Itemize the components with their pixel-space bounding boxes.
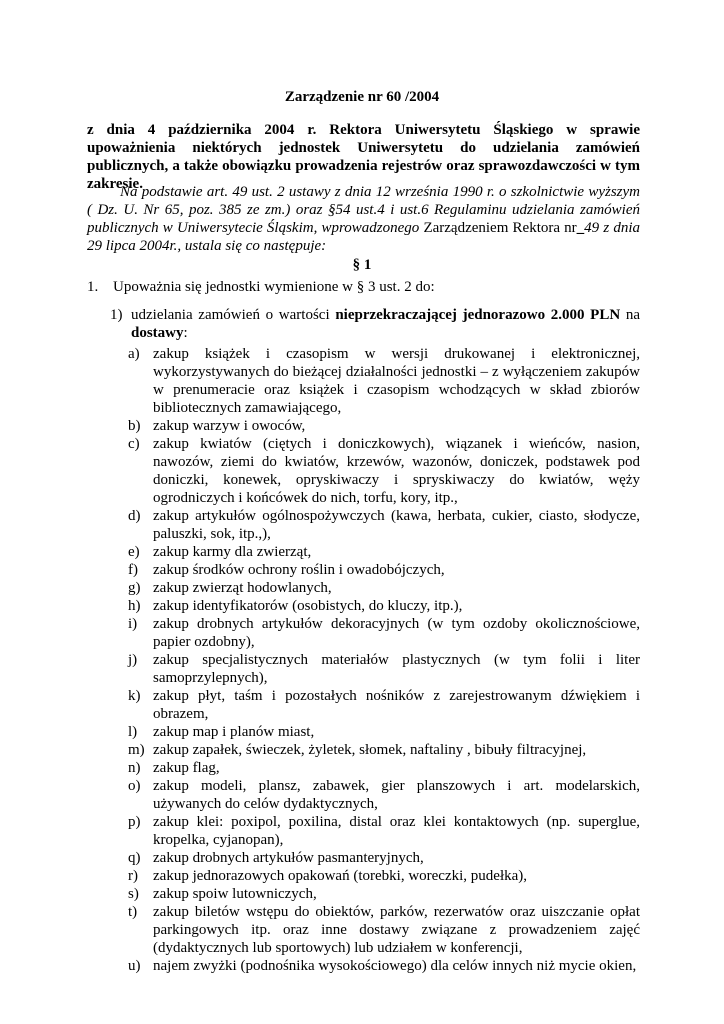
list-item <box>128 867 640 885</box>
list-item-letter: j) <box>128 652 138 668</box>
list-item <box>128 615 640 651</box>
list-item-text: zakup płyt, taśm i pozostałych nośników z zarejestrowanym dźwiękiem i obrazem, <box>153 688 640 722</box>
list-item <box>128 903 640 957</box>
list-item-text: zakup drobnych artykułów dekoracyjnych (w tym ozdoby okolicznościowe, papier ozdobny), <box>153 616 640 650</box>
list-item <box>128 723 640 741</box>
subpoint-1-number: 1) <box>110 307 123 323</box>
list-item <box>128 849 640 867</box>
list-item-letter: e) <box>128 544 140 560</box>
section-heading: § 1 <box>352 257 372 273</box>
purchase-items-list <box>128 345 640 975</box>
list-item-letter: m) <box>128 742 145 758</box>
list-item-letter: t) <box>128 904 138 920</box>
document-subject: z dnia 4 października 2004 r. Rektora Uniwersytetu Śląskiego w sprawie upoważnienia niektórych jednostek Uniwersytetu do udzielania zamówień publicznych, a także obowiązku prowadzenia rejestrów oraz sprawozdawczości w tym zakresie. <box>87 122 640 192</box>
preamble-date: 49 z dnia 29 lipca 2004r., ustala się co następuje: <box>87 220 640 254</box>
point-1-number: 1. <box>87 279 99 295</box>
list-item-letter: u) <box>128 958 141 974</box>
list-item-letter: l) <box>128 724 138 740</box>
list-item <box>128 777 640 813</box>
list-item <box>128 579 640 597</box>
subpoint-1-text <box>131 306 640 342</box>
list-item-letter: h) <box>128 598 141 614</box>
list-item-text: zakup karmy dla zwierząt, <box>153 544 312 560</box>
list-item <box>128 813 640 849</box>
preamble-underscore: _ <box>576 220 585 236</box>
list-item <box>128 435 640 507</box>
subpoint-1 <box>110 306 640 342</box>
list-item-text: zakup biletów wstępu do obiektów, parków, rezerwatów oraz uiszczanie opłat parkingowych itp. oraz inne dostawy związane z prowadzeniem zajęć (dydaktycznych lub sportowych) lub udziałem w konferencji, <box>153 904 640 956</box>
subpoint-1-value-limit: nieprzekraczającej jednorazowo 2.000 PLN <box>335 307 621 323</box>
list-item <box>128 957 640 975</box>
list-item-text: zakup modeli, plansz, zabawek, gier planszowych i art. modelarskich, używanych do celów dydaktycznych, <box>153 778 640 812</box>
list-item <box>128 759 640 777</box>
list-item-letter: i) <box>128 616 138 632</box>
list-item-text: zakup flag, <box>153 760 220 776</box>
list-item <box>128 417 640 435</box>
list-item-letter: s) <box>128 886 139 902</box>
list-item-letter: k) <box>128 688 141 704</box>
point-1 <box>87 278 640 296</box>
list-item-text: zakup książek i czasopism w wersji drukowanej i elektronicznej, wykorzystywanych do bieżącej działalności jednostki – z wyłączeniem zakupów w prenumeracie oraz książek i czasopism wchodzących w skład zbiorów bibliotecznych zamawiającego, <box>153 346 640 416</box>
list-item <box>128 741 640 759</box>
preamble-ordinance-ref: Zarządzeniem Rektora nr <box>423 220 577 236</box>
list-item <box>128 543 640 561</box>
list-item-letter: r) <box>128 868 138 884</box>
list-item-text: zakup jednorazowych opakowań (torebki, woreczki, pudełka), <box>153 868 528 884</box>
list-item-letter: a) <box>128 346 140 362</box>
list-item-letter: q) <box>128 850 141 866</box>
preamble-legal-basis: Na podstawie art. 49 ust. 2 ustawy z dnia 12 września 1990 r. o szkolnictwie wyższym ( Dz. U. Nr 65, poz. 385 ze zm.) oraz §54 ust.4 i ust.6 Regulaminu udzielania zamówień publicznych w Uniwersytecie Śląskim, wprowadzonego <box>87 184 640 236</box>
list-item <box>128 687 640 723</box>
list-item-letter: f) <box>128 562 138 578</box>
list-item-text: najem zwyżki (podnośnika wysokościowego) dla celów innych niż mycie okien, <box>153 958 637 974</box>
point-1-text: Upoważnia się jednostki wymienione w § 3 ust. 2 do: <box>113 279 435 295</box>
list-item-text: zakup artykułów ogólnospożywczych (kawa, herbata, cukier, ciasto, słodycze, paluszki, sok, itp.,), <box>153 508 640 542</box>
list-item-text: zakup zapałek, świeczek, żyletek, słomek, naftaliny , bibuły filtracyjnej, <box>153 742 587 758</box>
list-item <box>128 597 640 615</box>
list-item-text: zakup drobnych artykułów pasmanteryjnych, <box>153 850 424 866</box>
list-item-letter: o) <box>128 778 141 794</box>
subpoint-1-text-mid: na <box>625 307 641 323</box>
list-item-letter: b) <box>128 418 141 434</box>
list-item <box>128 345 640 417</box>
list-item-text: zakup środków ochrony roślin i owadobójczych, <box>153 562 445 578</box>
list-item-text: zakup spoiw lutowniczych, <box>153 886 317 902</box>
list-item-text: zakup identyfikatorów (osobistych, do kluczy, itp.), <box>153 598 463 614</box>
list-item-text: zakup klei: poxipol, poxilina, distal oraz klei kontaktowych (np. superglue, kropelka, cyjanopan), <box>153 814 640 848</box>
list-item-letter: d) <box>128 508 141 524</box>
subpoint-1-category: dostawy <box>131 325 184 341</box>
list-item <box>128 561 640 579</box>
list-item <box>128 507 640 543</box>
list-item-text: zakup zwierząt hodowlanych, <box>153 580 332 596</box>
list-item-text: zakup kwiatów (ciętych i doniczkowych), wiązanek i wieńców, nasion, nawozów, ziemi do kwiatów, krzewów, wazonów, doniczek, podstawek pod doniczki, konewek, opryskiwaczy i spryskiwaczy do kwiatów, węży ogrodniczych i końcówek do nich, torfu, kory, itp., <box>153 436 640 506</box>
list-item-letter: g) <box>128 580 141 596</box>
list-item-text: zakup specjalistycznych materiałów plastycznych (w tym folii i liter samoprzylepnych), <box>153 652 640 686</box>
subpoint-1-text-before: udzielania zamówień o wartości <box>131 307 330 323</box>
list-item <box>128 651 640 687</box>
list-item-text: zakup warzyw i owoców, <box>153 418 306 434</box>
list-item-letter: n) <box>128 760 141 776</box>
preamble <box>87 183 640 255</box>
document-title: Zarządzenie nr 60 /2004 <box>284 89 440 105</box>
list-item-letter: c) <box>128 436 140 452</box>
list-item-text: zakup map i planów miast, <box>153 724 315 740</box>
list-item-letter: p) <box>128 814 141 830</box>
subpoint-1-colon: : <box>183 325 188 341</box>
list-item <box>128 885 640 903</box>
